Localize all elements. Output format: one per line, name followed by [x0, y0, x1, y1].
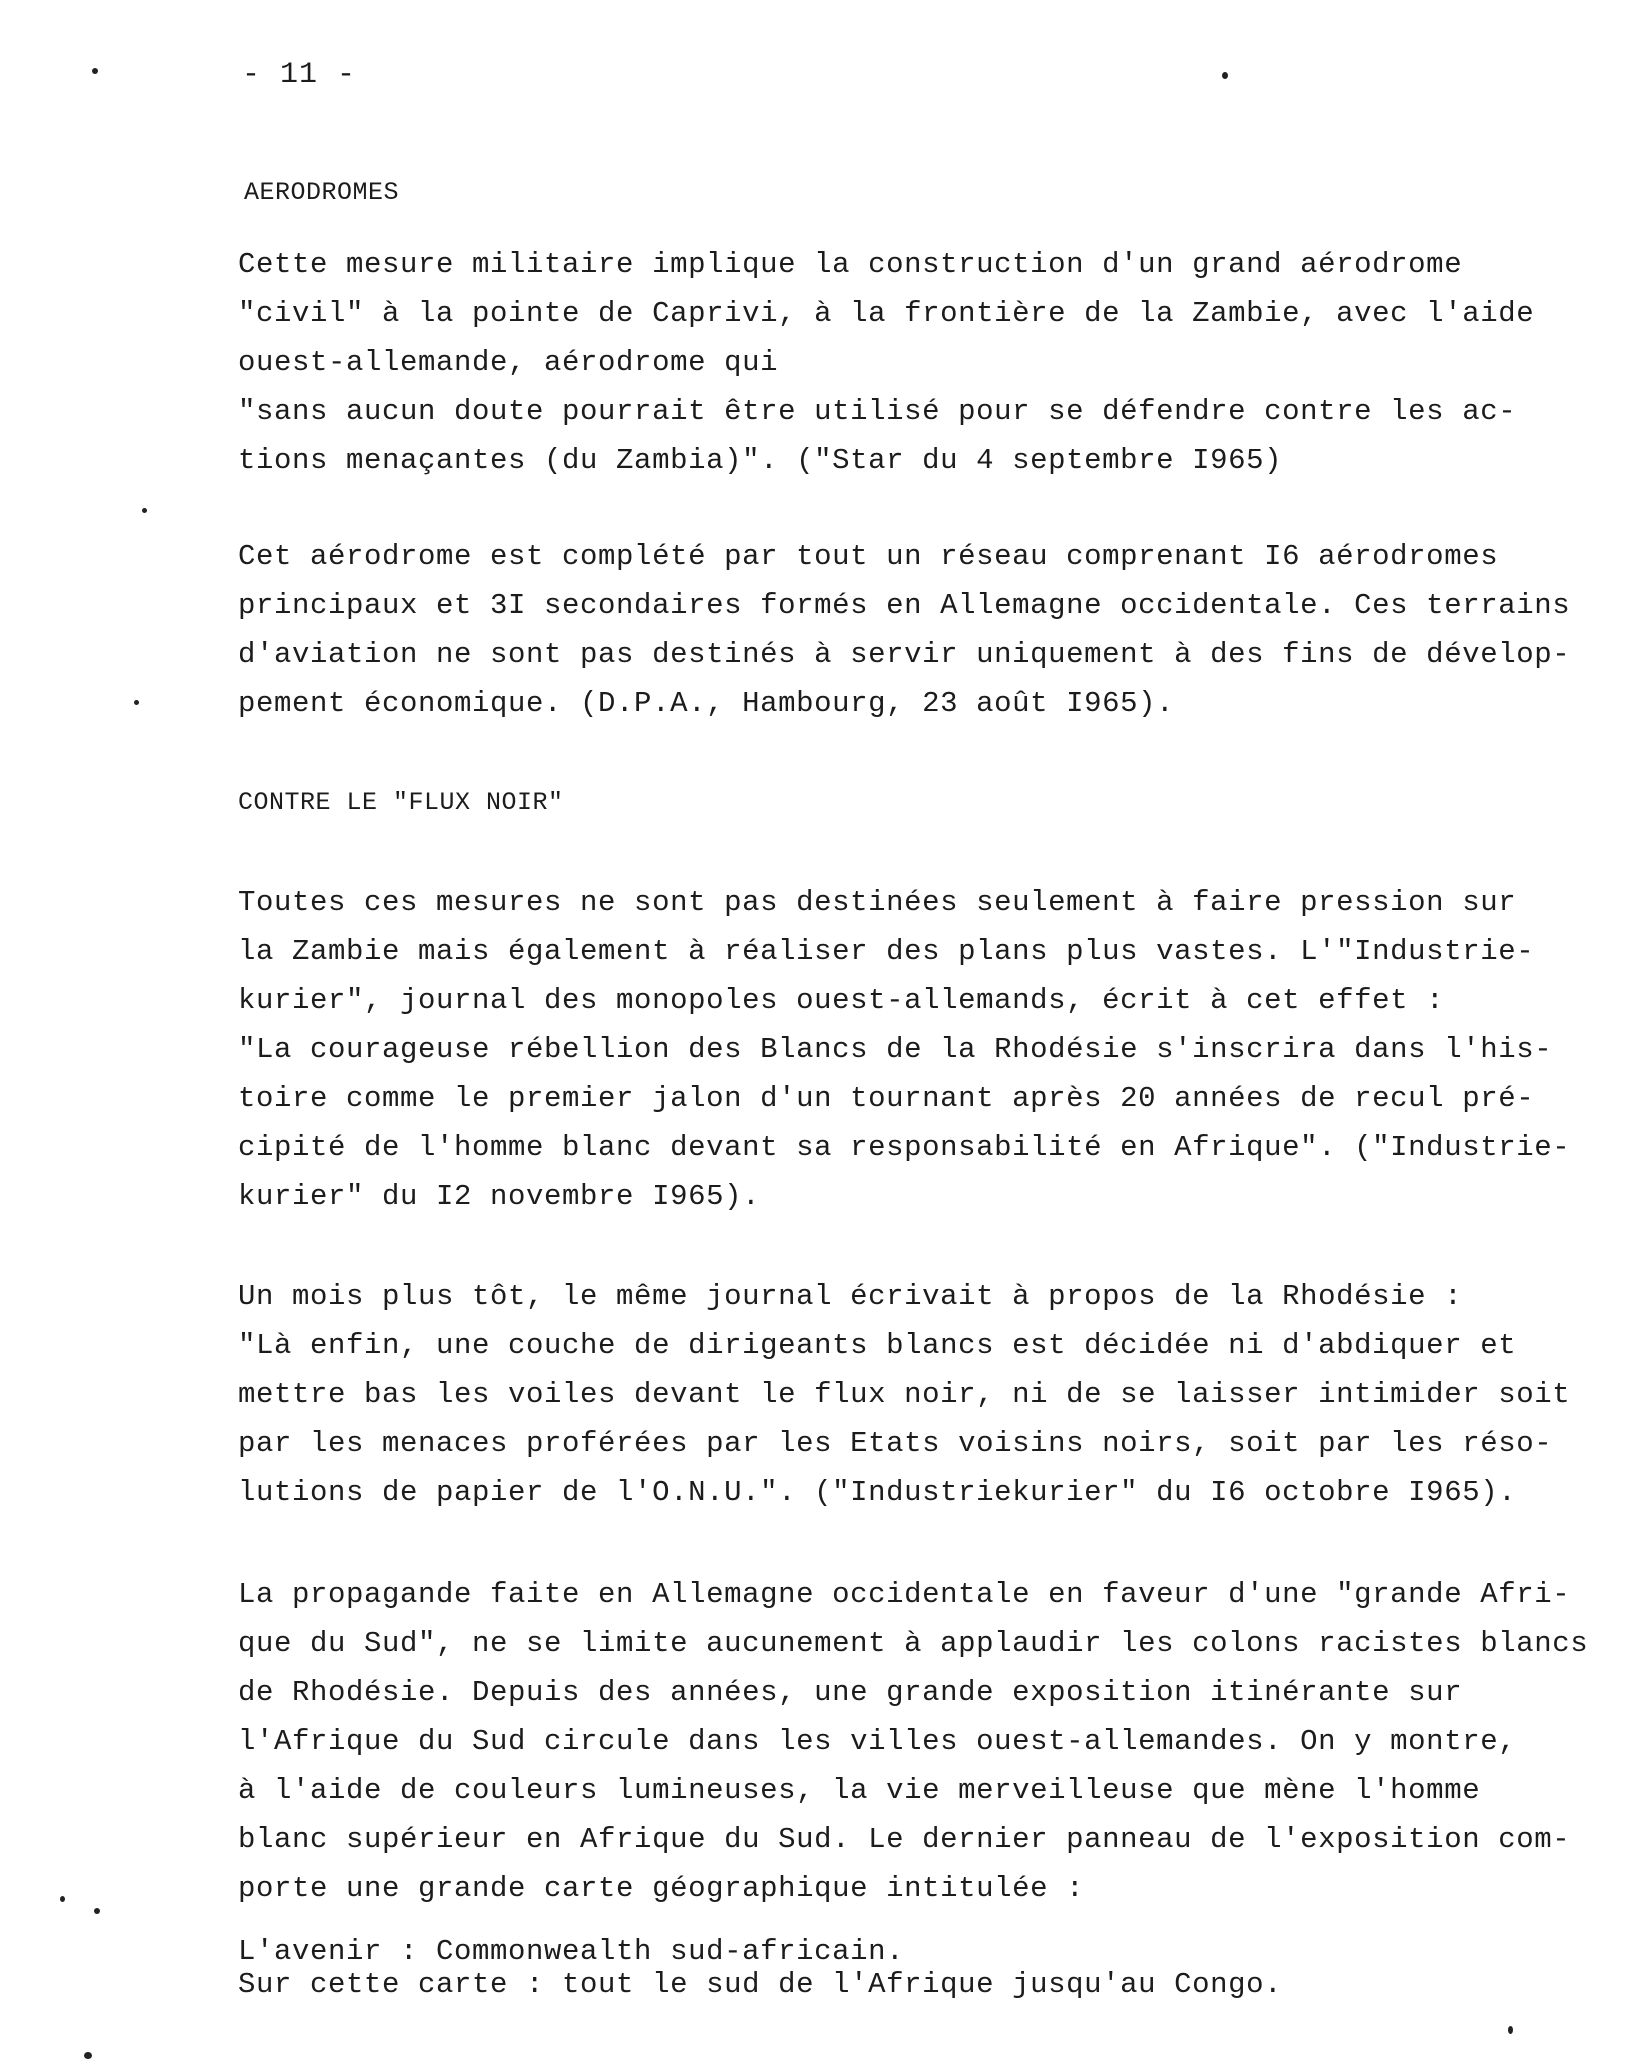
paragraph: [238, 240, 1608, 485]
text-line: la Zambie mais également à réaliser des plans plus vastes. L'"Industrie-: [238, 935, 1535, 968]
text-line: que du Sud", ne se limite aucunement à applaudir les colons racistes blancs: [238, 1627, 1589, 1660]
scan-speck: [134, 700, 139, 705]
text-line: ouest-allemande, aérodrome qui: [238, 346, 779, 379]
section-heading-flux-noir: CONTRE LE "FLUX NOIR": [238, 788, 564, 817]
text-line: d'aviation ne sont pas destinés à servir uniquement à des fins de dévelop-: [238, 638, 1571, 671]
scan-speck: [1508, 2026, 1513, 2034]
text-line: à l'aide de couleurs lumineuses, la vie merveilleuse que mène l'homme: [238, 1774, 1481, 1807]
text-line: "civil" à la pointe de Caprivi, à la frontière de la Zambie, avec l'aide: [238, 297, 1535, 330]
text-line: Toutes ces mesures ne sont pas destinées seulement à faire pression sur: [238, 886, 1517, 919]
scan-speck: [94, 1908, 100, 1914]
paragraph: [238, 532, 1608, 728]
closing-lines: [238, 1935, 1608, 2001]
text-line: cipité de l'homme blanc devant sa responsabilité en Afrique". ("Industrie-: [238, 1131, 1571, 1164]
text-line: toire comme le premier jalon d'un tournant après 20 années de recul pré-: [238, 1082, 1535, 1115]
text-line: porte une grande carte géographique intitulée :: [238, 1872, 1085, 1905]
scan-speck: [1222, 72, 1228, 79]
text-line: lutions de papier de l'O.N.U.". ("Industriekurier" du I6 octobre I965).: [238, 1476, 1517, 1509]
text-line: blanc supérieur en Afrique du Sud. Le dernier panneau de l'exposition com-: [238, 1823, 1571, 1856]
scan-speck: [60, 1896, 65, 1902]
text-line: Cet aérodrome est complété par tout un réseau comprenant I6 aérodromes: [238, 540, 1499, 573]
text-line: La propagande faite en Allemagne occidentale en faveur d'une "grande Afri-: [238, 1578, 1571, 1611]
text-line: "sans aucun doute pourrait être utilisé pour se défendre contre les ac-: [238, 395, 1517, 428]
scan-speck: [84, 2052, 92, 2059]
text-line: Un mois plus tôt, le même journal écrivait à propos de la Rhodésie :: [238, 1280, 1463, 1313]
text-line: Sur cette carte : tout le sud de l'Afrique jusqu'au Congo.: [238, 1968, 1283, 2001]
text-line: "Là enfin, une couche de dirigeants blancs est décidée ni d'abdiquer et: [238, 1329, 1517, 1362]
text-line: kurier" du I2 novembre I965).: [238, 1180, 761, 1213]
text-line: principaux et 3I secondaires formés en Allemagne occidentale. Ces terrains: [238, 589, 1571, 622]
section-heading-aerodromes: AERODROMES: [244, 178, 400, 207]
paragraph: [238, 1570, 1608, 1913]
scan-speck: [142, 508, 147, 513]
text-line: l'Afrique du Sud circule dans les villes ouest-allemandes. On y montre,: [238, 1725, 1517, 1758]
scan-speck: [92, 68, 98, 74]
text-line: tions menaçantes (du Zambia)". ("Star du 4 septembre I965): [238, 444, 1283, 477]
paragraph: [238, 878, 1608, 1221]
text-line: "La courageuse rébellion des Blancs de la Rhodésie s'inscrira dans l'his-: [238, 1033, 1553, 1066]
page-number: - 11 -: [242, 58, 357, 92]
text-line: kurier", journal des monopoles ouest-allemands, écrit à cet effet :: [238, 984, 1445, 1017]
text-line: de Rhodésie. Depuis des années, une grande exposition itinérante sur: [238, 1676, 1463, 1709]
text-line: Cette mesure militaire implique la construction d'un grand aérodrome: [238, 248, 1463, 281]
paragraph: [238, 1272, 1608, 1517]
text-line: mettre bas les voiles devant le flux noir, ni de se laisser intimider soit: [238, 1378, 1571, 1411]
text-line: par les menaces proférées par les Etats voisins noirs, soit par les réso-: [238, 1427, 1553, 1460]
text-line: pement économique. (D.P.A., Hambourg, 23 août I965).: [238, 687, 1175, 720]
text-line: L'avenir : Commonwealth sud-africain.: [238, 1935, 905, 1968]
